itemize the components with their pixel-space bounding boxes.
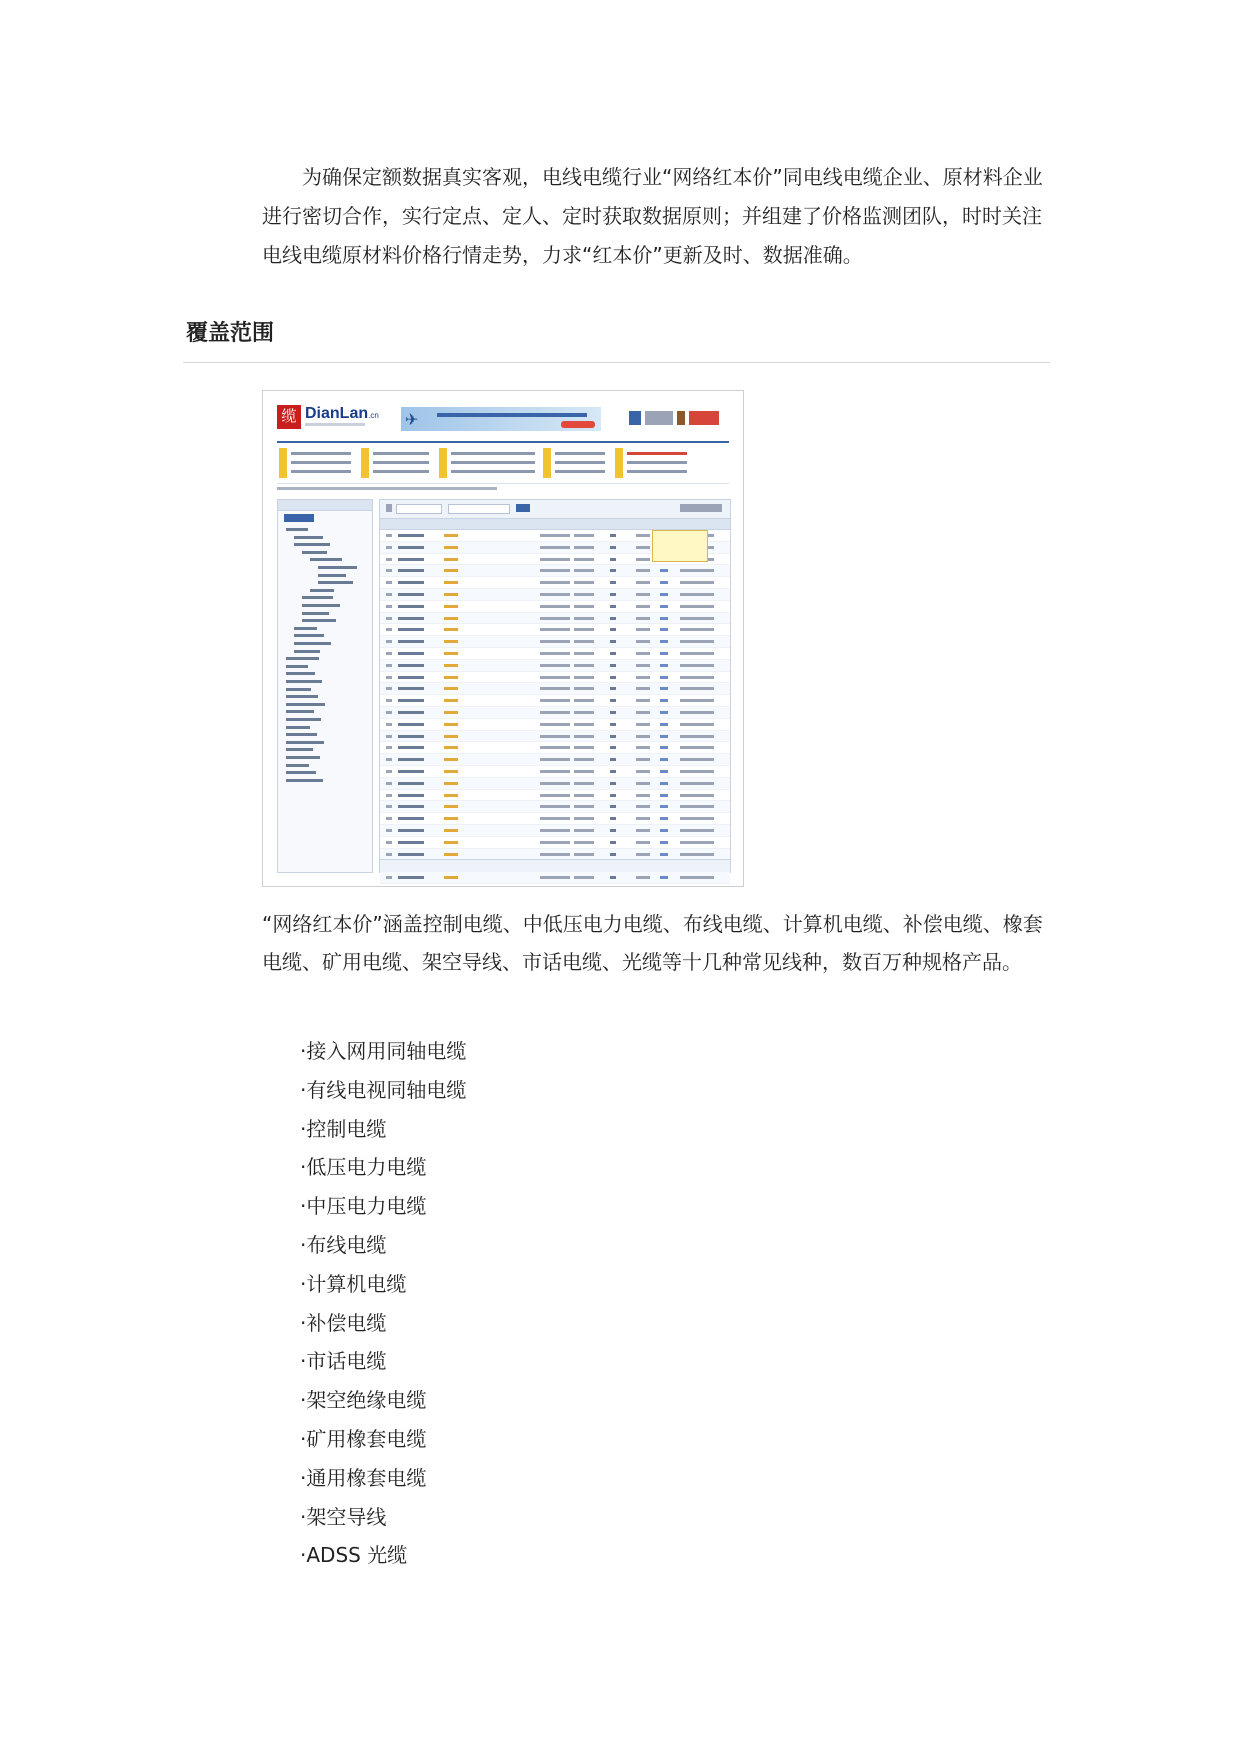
header-user-links [629, 409, 729, 427]
nav-group-tag [615, 448, 623, 478]
cable-type-item: ·接入网用同轴电缆 [300, 1039, 467, 1063]
tree-node [294, 536, 323, 539]
tree-node [286, 672, 315, 675]
tree-node [318, 566, 357, 569]
site-banner [401, 407, 601, 431]
search-input [396, 504, 442, 514]
search-button [516, 504, 530, 512]
cable-type-item: ·布线电缆 [300, 1232, 387, 1257]
tree-node [286, 695, 318, 698]
table-row [380, 837, 730, 849]
table-pager [380, 859, 730, 872]
table-row [380, 754, 730, 766]
website-screenshot [262, 390, 744, 887]
tooltip-popup [652, 530, 708, 562]
table-row [380, 565, 730, 577]
tree-node [302, 551, 327, 554]
table-row [380, 813, 730, 825]
table-row [380, 660, 730, 672]
cable-type-item: ·中压电力电缆 [300, 1194, 427, 1219]
cable-type-item: ·市话电缆 [300, 1349, 387, 1374]
cable-type-item: ·计算机电缆 [300, 1271, 407, 1296]
tree-node [294, 642, 331, 645]
tree-node [286, 779, 323, 782]
table-row [380, 601, 730, 613]
cable-type-list [300, 1032, 466, 1575]
table-row [380, 801, 730, 813]
filter-input [448, 504, 510, 514]
site-logo-name: DianLan [305, 405, 369, 422]
table-row [380, 613, 730, 625]
table-row [380, 589, 730, 601]
nav-group-tag [279, 448, 287, 478]
login-icon [629, 411, 641, 425]
tree-node [286, 764, 309, 767]
nav-group [291, 448, 351, 478]
tree-node [302, 604, 340, 607]
tree-node [286, 688, 311, 691]
cable-type-item: ·补偿电缆 [300, 1310, 387, 1335]
tree-node [286, 703, 325, 706]
coverage-description: “网络红本价”涵盖控制电缆、中低压电力电缆、布线电缆、计算机电缆、补偿电缆、橡套电缆、矿用电缆、架空导线、市话电缆、光缆等十几种常见线种，数百万种规格产品。 [262, 912, 1043, 974]
tree-node [310, 558, 342, 561]
tree-node [318, 574, 346, 577]
cable-type-item: ·架空导线 [300, 1504, 387, 1529]
tree-node [294, 650, 320, 653]
table-row [380, 825, 730, 837]
tree-node [286, 718, 321, 721]
nav-group-tag [439, 448, 447, 478]
nav-group-tag [361, 448, 369, 478]
toolbar-info [680, 504, 722, 512]
tree-node [294, 634, 324, 637]
tree-header [278, 500, 372, 511]
site-header [277, 405, 729, 433]
tree-node [302, 612, 329, 615]
table-row [380, 778, 730, 790]
table-toolbar [380, 500, 730, 519]
category-tree [277, 499, 373, 873]
table-row [380, 766, 730, 778]
cable-type-item: ·矿用橡套电缆 [300, 1426, 427, 1451]
nav-group [555, 448, 605, 478]
table-row [380, 731, 730, 743]
nav-group [373, 448, 429, 478]
table-row [380, 719, 730, 731]
cable-type-item: ·通用橡套电缆 [300, 1465, 427, 1490]
login-link [645, 411, 673, 425]
tree-node [318, 581, 353, 584]
cable-type-item: ·ADSS 光缆 [300, 1543, 408, 1568]
tree-node [286, 680, 322, 683]
price-table [379, 499, 731, 873]
tree-node [286, 748, 313, 751]
table-row [380, 742, 730, 754]
site-logo-tagline [305, 423, 365, 426]
banner-badge [561, 421, 595, 428]
table-row [380, 624, 730, 636]
site-logo-suffix: .cn [368, 411, 379, 420]
tree-node [286, 756, 320, 759]
tree-node [286, 710, 314, 713]
tree-node [294, 543, 330, 546]
cable-type-item: ·低压电力电缆 [300, 1155, 427, 1180]
user-icon [677, 411, 685, 425]
table-row [380, 695, 730, 707]
nav-group [451, 448, 535, 478]
tree-node [286, 726, 310, 729]
search-icon [386, 504, 392, 512]
register-link [689, 411, 719, 425]
tree-node [286, 741, 324, 744]
cable-type-item: ·控制电缆 [300, 1116, 387, 1141]
intro-paragraph: 为确保定额数据真实客观，电线电缆行业“网络红本价”同电线电缆企业、原材料企业进行密切合作，实行定点、定人、定时获取数据原则；并组建了价格监测团队，时时关注电线电缆原材料价格行情走势，力求“红本价”更新及时、数据准确。 [262, 165, 1043, 267]
table-header [380, 519, 730, 530]
tree-node [302, 596, 333, 599]
tree-node [286, 528, 308, 531]
table-row [380, 577, 730, 589]
tree-node [310, 589, 334, 592]
tree-node [302, 619, 336, 622]
nav-group-tag [543, 448, 551, 478]
table-row [380, 790, 730, 802]
nav-group [627, 448, 687, 478]
table-row [380, 648, 730, 660]
tree-node [286, 733, 317, 736]
tree-selected-node [284, 514, 314, 522]
cable-type-item: ·有线电视同轴电缆 [300, 1077, 467, 1102]
section-divider [183, 362, 1050, 363]
table-row [380, 636, 730, 648]
tree-node [286, 657, 319, 660]
table-row [380, 672, 730, 684]
site-nav [277, 441, 729, 484]
tree-node [294, 627, 317, 630]
breadcrumb [277, 487, 497, 490]
section-title: 覆盖范围 [186, 321, 275, 346]
tree-node [286, 771, 316, 774]
site-logo-icon: 缆 [277, 405, 301, 429]
tree-node [286, 665, 308, 668]
table-row [380, 683, 730, 695]
banner-slogan [437, 413, 587, 417]
cable-type-item: ·架空绝缘电缆 [300, 1388, 427, 1413]
table-row [380, 872, 730, 884]
airplane-icon: ✈ [405, 412, 419, 429]
table-row [380, 707, 730, 719]
site-logo-text [305, 405, 379, 423]
